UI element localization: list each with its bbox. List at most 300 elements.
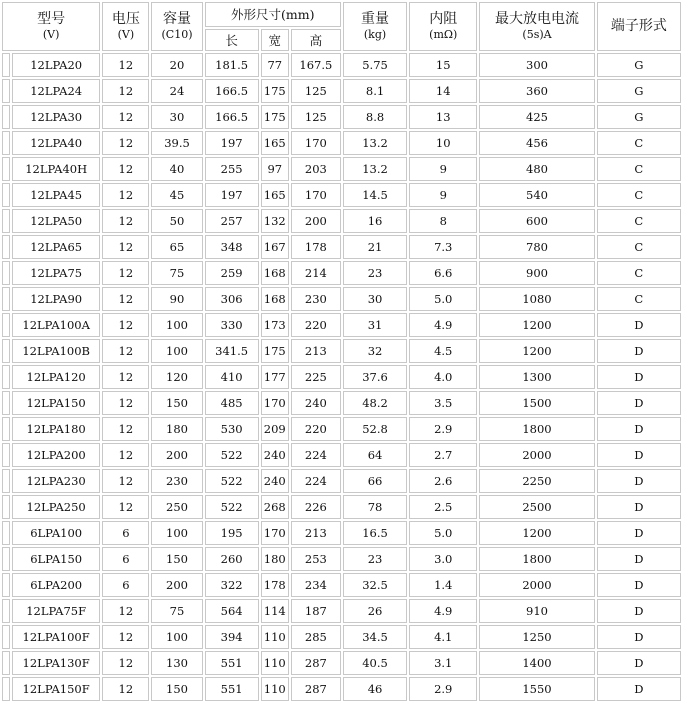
cell-resistance: 2.7 (409, 443, 477, 467)
cell-max-current: 1500 (479, 391, 594, 415)
cell-length: 257 (205, 209, 259, 233)
cell-max-current: 540 (479, 183, 594, 207)
row-marker (2, 599, 10, 623)
cell-weight: 5.75 (343, 53, 407, 77)
cell-weight: 16.5 (343, 521, 407, 545)
cell-max-current: 1800 (479, 547, 594, 571)
cell-terminal: D (597, 313, 681, 337)
cell-capacity: 45 (151, 183, 202, 207)
cell-weight: 32.5 (343, 573, 407, 597)
cell-model: 12LPA75 (12, 261, 100, 285)
cell-weight: 34.5 (343, 625, 407, 649)
cell-terminal: D (597, 417, 681, 441)
row-marker (2, 157, 10, 181)
cell-height: 287 (291, 651, 341, 675)
cell-model: 12LPA90 (12, 287, 100, 311)
cell-model: 12LPA120 (12, 365, 100, 389)
table-row (2, 417, 681, 441)
cell-voltage: 12 (102, 469, 149, 493)
cell-capacity: 75 (151, 599, 202, 623)
cell-weight: 64 (343, 443, 407, 467)
cell-max-current: 2500 (479, 495, 594, 519)
cell-resistance: 3.5 (409, 391, 477, 415)
cell-capacity: 180 (151, 417, 202, 441)
row-marker (2, 521, 10, 545)
cell-width: 167 (261, 235, 289, 259)
header-width: 宽 (261, 29, 289, 51)
cell-capacity: 24 (151, 79, 202, 103)
cell-height: 178 (291, 235, 341, 259)
cell-resistance: 6.6 (409, 261, 477, 285)
cell-resistance: 1.4 (409, 573, 477, 597)
cell-model: 6LPA100 (12, 521, 100, 545)
cell-resistance: 8 (409, 209, 477, 233)
cell-model: 12LPA75F (12, 599, 100, 623)
cell-voltage: 12 (102, 339, 149, 363)
cell-height: 187 (291, 599, 341, 623)
cell-width: 175 (261, 79, 289, 103)
cell-voltage: 12 (102, 651, 149, 675)
table-row (2, 261, 681, 285)
cell-capacity: 100 (151, 339, 202, 363)
row-marker (2, 313, 10, 337)
cell-max-current: 300 (479, 53, 594, 77)
cell-voltage: 12 (102, 495, 149, 519)
cell-height: 285 (291, 625, 341, 649)
cell-height: 214 (291, 261, 341, 285)
cell-height: 226 (291, 495, 341, 519)
cell-voltage: 12 (102, 79, 149, 103)
cell-length: 259 (205, 261, 259, 285)
cell-width: 110 (261, 651, 289, 675)
cell-resistance: 4.0 (409, 365, 477, 389)
cell-capacity: 250 (151, 495, 202, 519)
cell-model: 12LPA65 (12, 235, 100, 259)
table-row (2, 573, 681, 597)
cell-voltage: 12 (102, 625, 149, 649)
cell-height: 170 (291, 131, 341, 155)
cell-max-current: 360 (479, 79, 594, 103)
cell-capacity: 200 (151, 443, 202, 467)
cell-weight: 23 (343, 261, 407, 285)
header-capacity: 容量 (C10) (151, 2, 202, 51)
cell-width: 168 (261, 261, 289, 285)
cell-max-current: 1250 (479, 625, 594, 649)
cell-weight: 30 (343, 287, 407, 311)
cell-max-current: 1550 (479, 677, 594, 701)
row-marker (2, 495, 10, 519)
cell-capacity: 100 (151, 625, 202, 649)
cell-height: 224 (291, 469, 341, 493)
cell-length: 530 (205, 417, 259, 441)
cell-weight: 52.8 (343, 417, 407, 441)
cell-max-current: 1200 (479, 339, 594, 363)
row-marker (2, 209, 10, 233)
cell-max-current: 425 (479, 105, 594, 129)
table-row (2, 365, 681, 389)
cell-resistance: 3.1 (409, 651, 477, 675)
row-marker (2, 131, 10, 155)
cell-weight: 21 (343, 235, 407, 259)
cell-terminal: D (597, 625, 681, 649)
table-row (2, 157, 681, 181)
cell-capacity: 50 (151, 209, 202, 233)
cell-length: 181.5 (205, 53, 259, 77)
spec-table-body (2, 53, 681, 701)
cell-height: 230 (291, 287, 341, 311)
cell-terminal: C (597, 209, 681, 233)
cell-length: 522 (205, 469, 259, 493)
header-height: 高 (291, 29, 341, 51)
cell-voltage: 12 (102, 209, 149, 233)
cell-voltage: 6 (102, 547, 149, 571)
cell-voltage: 12 (102, 391, 149, 415)
cell-terminal: D (597, 339, 681, 363)
cell-resistance: 9 (409, 183, 477, 207)
cell-model: 12LPA40 (12, 131, 100, 155)
cell-model: 12LPA130F (12, 651, 100, 675)
table-row (2, 547, 681, 571)
cell-capacity: 39.5 (151, 131, 202, 155)
cell-height: 200 (291, 209, 341, 233)
cell-height: 220 (291, 313, 341, 337)
cell-weight: 48.2 (343, 391, 407, 415)
cell-capacity: 40 (151, 157, 202, 181)
cell-max-current: 1800 (479, 417, 594, 441)
cell-length: 341.5 (205, 339, 259, 363)
cell-voltage: 12 (102, 365, 149, 389)
cell-width: 175 (261, 105, 289, 129)
cell-height: 220 (291, 417, 341, 441)
row-marker (2, 677, 10, 701)
cell-height: 287 (291, 677, 341, 701)
cell-width: 268 (261, 495, 289, 519)
row-marker (2, 53, 10, 77)
cell-terminal: G (597, 79, 681, 103)
table-row (2, 209, 681, 233)
cell-max-current: 780 (479, 235, 594, 259)
table-row (2, 287, 681, 311)
cell-width: 110 (261, 677, 289, 701)
cell-model: 12LPA100B (12, 339, 100, 363)
table-row (2, 53, 681, 77)
cell-weight: 16 (343, 209, 407, 233)
cell-resistance: 2.6 (409, 469, 477, 493)
cell-model: 12LPA30 (12, 105, 100, 129)
row-marker (2, 443, 10, 467)
cell-weight: 8.1 (343, 79, 407, 103)
cell-height: 224 (291, 443, 341, 467)
cell-resistance: 3.0 (409, 547, 477, 571)
cell-model: 12LPA230 (12, 469, 100, 493)
cell-width: 132 (261, 209, 289, 233)
cell-length: 394 (205, 625, 259, 649)
cell-capacity: 100 (151, 313, 202, 337)
cell-width: 110 (261, 625, 289, 649)
cell-max-current: 1200 (479, 521, 594, 545)
cell-capacity: 100 (151, 521, 202, 545)
row-marker (2, 183, 10, 207)
table-row (2, 131, 681, 155)
cell-max-current: 2250 (479, 469, 594, 493)
cell-terminal: G (597, 53, 681, 77)
cell-voltage: 12 (102, 235, 149, 259)
table-row (2, 469, 681, 493)
cell-weight: 13.2 (343, 131, 407, 155)
cell-terminal: C (597, 157, 681, 181)
cell-terminal: D (597, 443, 681, 467)
cell-length: 551 (205, 651, 259, 675)
cell-terminal: D (597, 599, 681, 623)
cell-width: 173 (261, 313, 289, 337)
cell-length: 306 (205, 287, 259, 311)
cell-max-current: 600 (479, 209, 594, 233)
cell-model: 12LPA180 (12, 417, 100, 441)
header-resistance: 内阻 (mΩ) (409, 2, 477, 51)
cell-terminal: D (597, 573, 681, 597)
cell-model: 12LPA200 (12, 443, 100, 467)
cell-width: 209 (261, 417, 289, 441)
cell-height: 170 (291, 183, 341, 207)
cell-height: 213 (291, 521, 341, 545)
row-marker (2, 79, 10, 103)
table-row (2, 599, 681, 623)
cell-length: 322 (205, 573, 259, 597)
cell-model: 12LPA24 (12, 79, 100, 103)
cell-capacity: 150 (151, 547, 202, 571)
cell-height: 213 (291, 339, 341, 363)
row-marker (2, 417, 10, 441)
header-max-current: 最大放电电流 (5s)A (479, 2, 594, 51)
cell-width: 170 (261, 391, 289, 415)
cell-width: 168 (261, 287, 289, 311)
cell-height: 240 (291, 391, 341, 415)
cell-width: 177 (261, 365, 289, 389)
cell-width: 240 (261, 469, 289, 493)
row-marker (2, 287, 10, 311)
cell-resistance: 2.5 (409, 495, 477, 519)
cell-terminal: D (597, 677, 681, 701)
cell-width: 97 (261, 157, 289, 181)
row-marker (2, 339, 10, 363)
cell-height: 253 (291, 547, 341, 571)
cell-model: 12LPA150 (12, 391, 100, 415)
cell-voltage: 12 (102, 599, 149, 623)
header-voltage: 电压 (V) (102, 2, 149, 51)
cell-model: 12LPA100A (12, 313, 100, 337)
cell-capacity: 65 (151, 235, 202, 259)
cell-weight: 8.8 (343, 105, 407, 129)
cell-max-current: 2000 (479, 443, 594, 467)
cell-resistance: 5.0 (409, 287, 477, 311)
cell-capacity: 150 (151, 677, 202, 701)
cell-capacity: 20 (151, 53, 202, 77)
cell-weight: 32 (343, 339, 407, 363)
cell-length: 330 (205, 313, 259, 337)
cell-width: 175 (261, 339, 289, 363)
cell-max-current: 456 (479, 131, 594, 155)
cell-height: 125 (291, 79, 341, 103)
cell-voltage: 12 (102, 313, 149, 337)
cell-terminal: C (597, 287, 681, 311)
cell-model: 12LPA40H (12, 157, 100, 181)
cell-max-current: 900 (479, 261, 594, 285)
cell-length: 166.5 (205, 105, 259, 129)
cell-weight: 46 (343, 677, 407, 701)
cell-resistance: 5.0 (409, 521, 477, 545)
table-row (2, 79, 681, 103)
cell-terminal: D (597, 365, 681, 389)
cell-voltage: 12 (102, 417, 149, 441)
cell-length: 485 (205, 391, 259, 415)
cell-length: 166.5 (205, 79, 259, 103)
cell-voltage: 12 (102, 443, 149, 467)
row-marker (2, 651, 10, 675)
cell-height: 167.5 (291, 53, 341, 77)
table-row (2, 339, 681, 363)
cell-height: 225 (291, 365, 341, 389)
cell-length: 522 (205, 443, 259, 467)
cell-terminal: D (597, 495, 681, 519)
cell-width: 240 (261, 443, 289, 467)
cell-weight: 37.6 (343, 365, 407, 389)
header-length: 长 (205, 29, 259, 51)
cell-model: 12LPA150F (12, 677, 100, 701)
cell-length: 410 (205, 365, 259, 389)
cell-width: 180 (261, 547, 289, 571)
cell-model: 12LPA20 (12, 53, 100, 77)
cell-length: 551 (205, 677, 259, 701)
table-row (2, 313, 681, 337)
cell-capacity: 200 (151, 573, 202, 597)
table-row (2, 105, 681, 129)
row-marker (2, 235, 10, 259)
cell-max-current: 2000 (479, 573, 594, 597)
cell-terminal: C (597, 261, 681, 285)
row-marker (2, 469, 10, 493)
cell-width: 170 (261, 521, 289, 545)
cell-voltage: 6 (102, 521, 149, 545)
header-model: 型号 (V) (2, 2, 100, 51)
cell-length: 564 (205, 599, 259, 623)
table-row (2, 391, 681, 415)
cell-terminal: C (597, 131, 681, 155)
cell-weight: 66 (343, 469, 407, 493)
cell-voltage: 6 (102, 573, 149, 597)
cell-height: 203 (291, 157, 341, 181)
cell-voltage: 12 (102, 53, 149, 77)
cell-resistance: 4.9 (409, 599, 477, 623)
header-dimensions: 外形尺寸(mm) (205, 2, 341, 27)
cell-voltage: 12 (102, 157, 149, 181)
cell-weight: 78 (343, 495, 407, 519)
cell-length: 255 (205, 157, 259, 181)
cell-terminal: D (597, 651, 681, 675)
cell-terminal: D (597, 391, 681, 415)
cell-capacity: 230 (151, 469, 202, 493)
row-marker (2, 391, 10, 415)
cell-terminal: G (597, 105, 681, 129)
cell-resistance: 2.9 (409, 677, 477, 701)
cell-max-current: 1200 (479, 313, 594, 337)
cell-terminal: D (597, 469, 681, 493)
cell-resistance: 2.9 (409, 417, 477, 441)
cell-width: 178 (261, 573, 289, 597)
header-terminal: 端子形式 (597, 2, 681, 51)
cell-capacity: 75 (151, 261, 202, 285)
row-marker (2, 261, 10, 285)
row-marker (2, 105, 10, 129)
cell-model: 12LPA45 (12, 183, 100, 207)
cell-length: 197 (205, 131, 259, 155)
cell-terminal: C (597, 183, 681, 207)
table-row (2, 625, 681, 649)
cell-weight: 13.2 (343, 157, 407, 181)
table-row (2, 651, 681, 675)
cell-voltage: 12 (102, 677, 149, 701)
cell-resistance: 7.3 (409, 235, 477, 259)
table-row (2, 495, 681, 519)
cell-height: 125 (291, 105, 341, 129)
cell-resistance: 14 (409, 79, 477, 103)
cell-terminal: D (597, 521, 681, 545)
cell-capacity: 120 (151, 365, 202, 389)
cell-width: 165 (261, 183, 289, 207)
cell-length: 195 (205, 521, 259, 545)
cell-weight: 14.5 (343, 183, 407, 207)
cell-length: 348 (205, 235, 259, 259)
header-weight: 重量 (kg) (343, 2, 407, 51)
cell-voltage: 12 (102, 105, 149, 129)
cell-resistance: 9 (409, 157, 477, 181)
table-row (2, 521, 681, 545)
cell-resistance: 4.9 (409, 313, 477, 337)
table-row (2, 677, 681, 701)
cell-width: 165 (261, 131, 289, 155)
cell-max-current: 1300 (479, 365, 594, 389)
cell-resistance: 13 (409, 105, 477, 129)
header-row-top (2, 2, 681, 27)
cell-capacity: 130 (151, 651, 202, 675)
cell-weight: 26 (343, 599, 407, 623)
cell-length: 197 (205, 183, 259, 207)
cell-weight: 40.5 (343, 651, 407, 675)
cell-voltage: 12 (102, 287, 149, 311)
cell-resistance: 4.5 (409, 339, 477, 363)
cell-length: 260 (205, 547, 259, 571)
cell-voltage: 12 (102, 261, 149, 285)
row-marker (2, 573, 10, 597)
cell-model: 6LPA200 (12, 573, 100, 597)
cell-length: 522 (205, 495, 259, 519)
cell-max-current: 1080 (479, 287, 594, 311)
cell-resistance: 10 (409, 131, 477, 155)
cell-width: 77 (261, 53, 289, 77)
cell-terminal: D (597, 547, 681, 571)
cell-resistance: 4.1 (409, 625, 477, 649)
cell-max-current: 480 (479, 157, 594, 181)
cell-model: 12LPA250 (12, 495, 100, 519)
cell-width: 114 (261, 599, 289, 623)
cell-terminal: C (597, 235, 681, 259)
cell-capacity: 30 (151, 105, 202, 129)
cell-max-current: 910 (479, 599, 594, 623)
cell-max-current: 1400 (479, 651, 594, 675)
cell-resistance: 15 (409, 53, 477, 77)
row-marker (2, 365, 10, 389)
row-marker (2, 625, 10, 649)
cell-voltage: 12 (102, 131, 149, 155)
